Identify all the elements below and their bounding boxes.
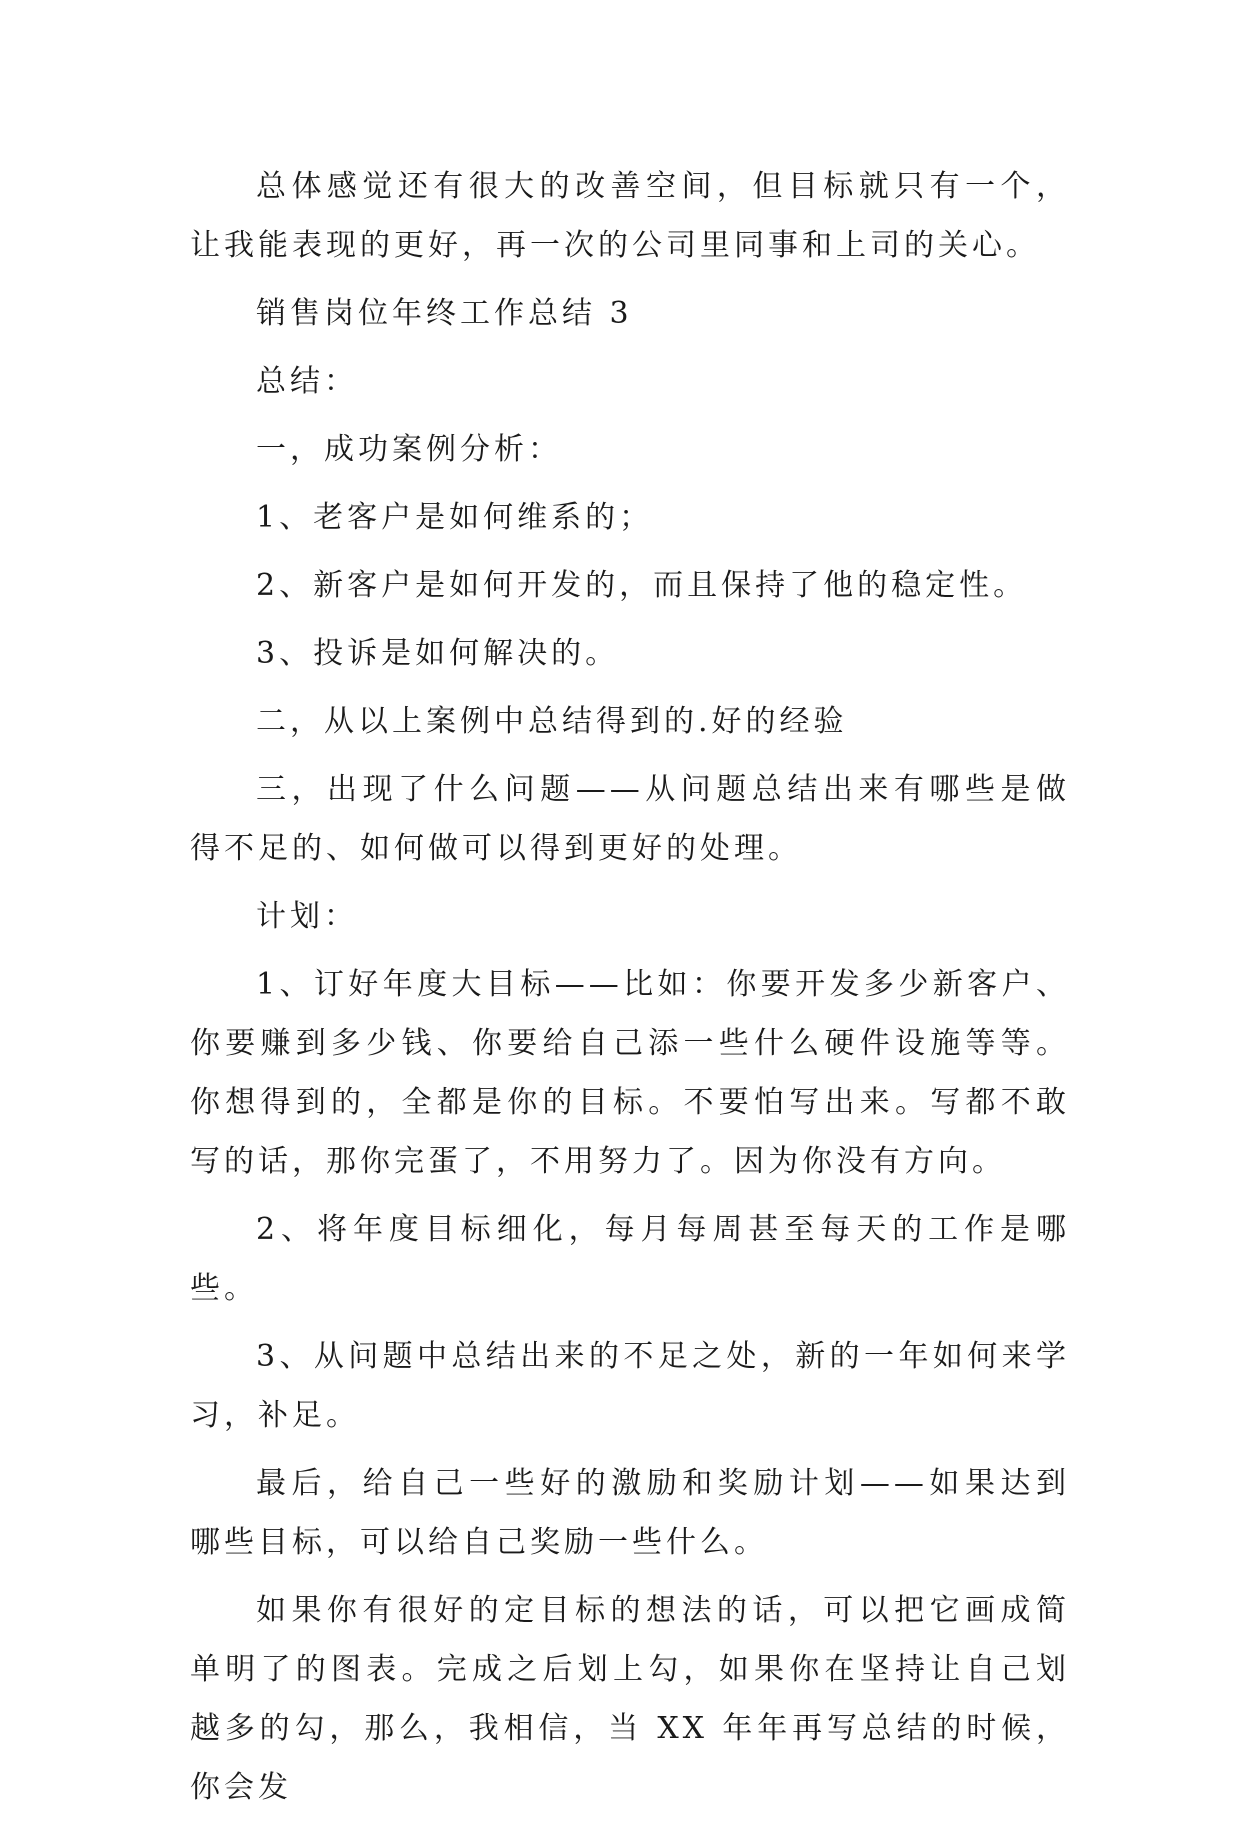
heading-problems: 三，出现了什么问题——从问题总结出来有哪些是做得不足的、如何做可以得到更好的处理。 — [190, 772, 1070, 866]
plan-item-annual-goals: 1、订好年度大目标——比如：你要开发多少新客户、你要赚到多少钱、你要给自己添一些什么硬件设施等等。你想得到的，全都是你的目标。不要怕写出来。写都不敢写的话，那你完蛋了，不用努力了。因为你没有方向。 — [190, 967, 1070, 1179]
list-item-complaints: 3、投诉是如何解决的。 — [256, 636, 620, 671]
paragraph-intro-summary: 总体感觉还有很大的改善空间，但目标就只有一个，让我能表现的更好，再一次的公司里同事和上司的关心。 — [190, 169, 1070, 263]
paragraph-chart-advice: 如果你有很好的定目标的想法的话，可以把它画成简单明了的图表。完成之后划上勾，如果你在坚持让自己划越多的勾，那么，我相信，当 XX 年年再写总结的时候，你会发 — [190, 1593, 1070, 1805]
heading-plan: 计划： — [256, 899, 358, 934]
plan-item-breakdown: 2、将年度目标细化，每月每周甚至每天的工作是哪些。 — [190, 1212, 1070, 1306]
list-item-old-clients: 1、老客户是如何维系的； — [256, 500, 654, 535]
document-body — [190, 157, 1070, 1826]
plan-item-improvement: 3、从问题中总结出来的不足之处，新的一年如何来学习，补足。 — [190, 1339, 1070, 1433]
list-item-new-clients: 2、新客户是如何开发的，而且保持了他的稳定性。 — [256, 568, 1028, 603]
heading-case-analysis: 一，成功案例分析： — [256, 432, 562, 467]
heading-experience: 二，从以上案例中总结得到的.好的经验 — [256, 704, 848, 739]
heading-summary: 总结： — [256, 364, 358, 399]
paragraph-rewards: 最后，给自己一些好的激励和奖励计划——如果达到哪些目标，可以给自己奖励一些什么。 — [190, 1466, 1070, 1560]
section-title: 销售岗位年终工作总结 3 — [256, 296, 633, 331]
